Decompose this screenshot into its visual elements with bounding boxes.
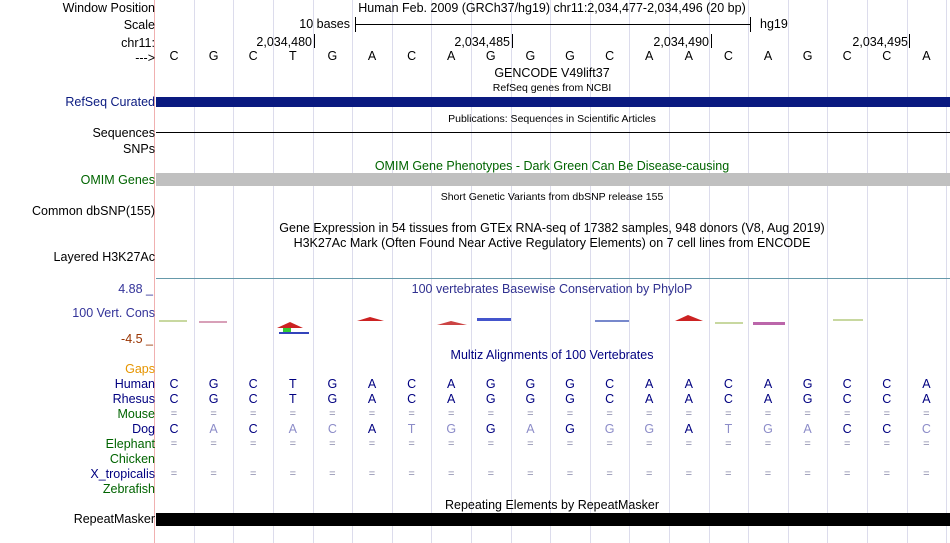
alignment-base: A bbox=[367, 422, 377, 436]
alignment-base: = bbox=[249, 438, 257, 450]
alignment-base: = bbox=[329, 468, 336, 480]
alignment-base: = bbox=[923, 468, 930, 480]
alignment-base: A bbox=[447, 392, 456, 406]
dbsnp-track-title: Short Genetic Variants from dbSNP release 155 bbox=[440, 191, 664, 203]
gtex-track-title: Gene Expression in 54 tissues from GTEx RNA-seq of 17382 samples, 948 donors (V8, Aug 2019) bbox=[279, 221, 825, 235]
phylop-top-line bbox=[156, 278, 950, 279]
coord-label-4: 2,034,495 bbox=[852, 35, 908, 49]
alignment-base: = bbox=[883, 438, 891, 450]
layered-h3k27ac-label[interactable]: Layered H3K27Ac bbox=[53, 250, 155, 264]
reference-base: A bbox=[684, 49, 693, 63]
alignment-base: A bbox=[803, 422, 812, 436]
alignment-base: G bbox=[485, 422, 496, 436]
alignment-base: = bbox=[843, 408, 851, 420]
reference-base: A bbox=[447, 49, 456, 63]
reference-base: T bbox=[288, 49, 297, 63]
coord-tick-1 bbox=[314, 34, 315, 48]
reference-base: G bbox=[208, 49, 219, 63]
refseq-track-subtitle: RefSeq genes from NCBI bbox=[492, 82, 612, 94]
alignment-base: = bbox=[606, 468, 613, 480]
alignment-base: = bbox=[249, 468, 257, 480]
alignment-base: C bbox=[842, 422, 852, 436]
alignment-base: = bbox=[408, 438, 415, 450]
alignment-base: G bbox=[525, 392, 536, 406]
grid-line bbox=[827, 0, 828, 543]
alignment-base: = bbox=[645, 468, 653, 480]
alignment-base: = bbox=[210, 408, 217, 420]
reference-base: G bbox=[525, 49, 536, 63]
phylop-track-title: 100 vertebrates Basewise Conservation by PhyloP bbox=[411, 282, 693, 296]
phylop-mark bbox=[283, 328, 291, 332]
vert-cons-label[interactable]: 100 Vert. Cons bbox=[72, 306, 155, 320]
reference-base: C bbox=[248, 49, 258, 63]
coord-label-3: 2,034,490 bbox=[653, 35, 709, 49]
alignment-base: C bbox=[921, 422, 931, 436]
species-label-elephant[interactable]: Elephant bbox=[105, 437, 155, 451]
alignment-base: C bbox=[882, 422, 892, 436]
grid-line bbox=[194, 0, 195, 543]
alignment-base: C bbox=[407, 392, 417, 406]
alignment-base: A bbox=[367, 392, 377, 406]
species-label-human[interactable]: Human bbox=[114, 377, 155, 391]
alignment-base: A bbox=[684, 377, 693, 391]
alignment-base: C bbox=[248, 422, 258, 436]
alignment-base: A bbox=[645, 377, 654, 391]
alignment-base: = bbox=[606, 438, 613, 450]
snps-label[interactable]: SNPs bbox=[123, 142, 155, 156]
phylop-mark bbox=[199, 321, 227, 323]
alignment-base: C bbox=[248, 392, 258, 406]
alignment-base: A bbox=[447, 377, 456, 391]
repeatmasker-label[interactable]: RepeatMasker bbox=[73, 512, 155, 526]
grid-line bbox=[669, 0, 670, 543]
alignment-base: = bbox=[527, 408, 534, 420]
alignment-base: G bbox=[802, 377, 813, 391]
alignment-base: A bbox=[922, 377, 931, 391]
alignment-base: = bbox=[487, 468, 495, 480]
coord-tick-2 bbox=[512, 34, 513, 48]
scale-bar bbox=[355, 24, 751, 25]
alignment-base: = bbox=[527, 468, 534, 480]
alignment-base: G bbox=[565, 377, 575, 391]
alignment-base: G bbox=[446, 422, 457, 436]
alignment-base: C bbox=[605, 377, 615, 391]
alignment-base: = bbox=[883, 408, 891, 420]
alignment-base: G bbox=[802, 392, 813, 406]
alignment-base: = bbox=[329, 438, 336, 450]
alignment-base: T bbox=[288, 392, 297, 406]
sequences-label[interactable]: Sequences bbox=[92, 126, 155, 140]
alignment-base: A bbox=[209, 422, 218, 436]
coord-label-2: 2,034,485 bbox=[454, 35, 510, 49]
phylop-mark bbox=[279, 332, 309, 334]
alignment-base: = bbox=[725, 438, 732, 450]
alignment-base: C bbox=[723, 392, 733, 406]
alignment-base: = bbox=[527, 438, 534, 450]
chrom-label: chr11: bbox=[121, 36, 155, 50]
reference-base: C bbox=[842, 49, 852, 63]
coord-tick-4 bbox=[909, 34, 910, 48]
coord-tick-3 bbox=[711, 34, 712, 48]
alignment-base: G bbox=[565, 422, 575, 436]
alignment-base: = bbox=[566, 408, 574, 420]
alignment-base: = bbox=[843, 438, 851, 450]
grid-line bbox=[629, 0, 630, 543]
alignment-base: = bbox=[566, 438, 574, 450]
grid-line bbox=[431, 0, 432, 543]
phylop-mark bbox=[595, 320, 629, 322]
scale-bases-text: 10 bases bbox=[299, 17, 350, 31]
alignment-base: = bbox=[843, 468, 851, 480]
alignment-base: = bbox=[725, 408, 732, 420]
alignment-base: = bbox=[368, 468, 376, 480]
alignment-base: G bbox=[763, 422, 773, 436]
alignment-base: = bbox=[487, 408, 495, 420]
alignment-base: = bbox=[170, 468, 178, 480]
alignment-base: A bbox=[763, 392, 773, 406]
refseq-gene-bar[interactable] bbox=[156, 97, 950, 107]
scale-label: Scale bbox=[123, 18, 155, 32]
alignment-base: = bbox=[883, 468, 891, 480]
reference-base: G bbox=[802, 49, 813, 63]
alignment-base: C bbox=[169, 392, 179, 406]
reference-base: G bbox=[485, 49, 496, 63]
phylop-mark bbox=[753, 322, 785, 325]
alignment-base: T bbox=[288, 377, 297, 391]
species-label-chicken[interactable]: Chicken bbox=[109, 452, 155, 466]
alignment-base: = bbox=[764, 408, 772, 420]
phylop-min-label: -4.5 _ bbox=[121, 332, 153, 346]
reference-base: A bbox=[763, 49, 773, 63]
grid-line bbox=[867, 0, 868, 543]
alignment-base: = bbox=[764, 468, 772, 480]
alignment-base: C bbox=[407, 377, 417, 391]
strand-label: ---> bbox=[135, 51, 155, 65]
grid-line bbox=[907, 0, 908, 543]
alignment-base: = bbox=[725, 468, 732, 480]
alignment-base: = bbox=[923, 408, 930, 420]
grid-line bbox=[471, 0, 472, 543]
alignment-base: C bbox=[723, 377, 733, 391]
phylop-mark bbox=[833, 319, 863, 321]
alignment-base: A bbox=[288, 422, 297, 436]
phylop-mark bbox=[437, 321, 467, 325]
grid-line bbox=[273, 0, 274, 543]
alignment-base: T bbox=[407, 422, 416, 436]
grid-line bbox=[392, 0, 393, 543]
alignment-base: = bbox=[606, 408, 613, 420]
reference-base: A bbox=[645, 49, 654, 63]
alignment-base: = bbox=[685, 468, 693, 480]
window-position-label: Window Position bbox=[62, 1, 155, 15]
alignment-base: C bbox=[327, 422, 337, 436]
alignment-base: G bbox=[208, 377, 219, 391]
alignment-base: A bbox=[763, 377, 773, 391]
alignment-base: = bbox=[447, 438, 455, 450]
alignment-base: = bbox=[685, 408, 693, 420]
alignment-base: = bbox=[566, 468, 574, 480]
species-label-x_tropicalis[interactable]: X_tropicalis bbox=[90, 467, 155, 481]
alignment-base: G bbox=[485, 392, 496, 406]
phylop-mark bbox=[477, 318, 511, 321]
alignment-base: A bbox=[922, 392, 931, 406]
scale-bar-right-tick bbox=[750, 17, 751, 32]
scale-bar-left-tick bbox=[355, 17, 356, 32]
grid-line bbox=[313, 0, 314, 543]
alignment-base: = bbox=[170, 408, 178, 420]
alignment-base: G bbox=[644, 422, 655, 436]
alignment-base: = bbox=[329, 408, 336, 420]
alignment-base: A bbox=[526, 422, 535, 436]
species-label-mouse[interactable]: Mouse bbox=[117, 407, 155, 421]
repeatmasker-track-title: Repeating Elements by RepeatMasker bbox=[444, 498, 660, 512]
alignment-base: = bbox=[923, 438, 930, 450]
alignment-base: C bbox=[842, 377, 852, 391]
alignment-base: G bbox=[565, 392, 575, 406]
alignment-base: = bbox=[368, 408, 376, 420]
alignment-base: = bbox=[645, 438, 653, 450]
alignment-base: C bbox=[842, 392, 852, 406]
omim-genes-label[interactable]: OMIM Genes bbox=[80, 173, 155, 187]
phylop-mark bbox=[675, 315, 703, 321]
gaps-label[interactable]: Gaps bbox=[125, 362, 155, 376]
alignment-base: = bbox=[447, 468, 455, 480]
alignment-base: = bbox=[289, 408, 297, 420]
phylop-mark bbox=[357, 317, 384, 321]
phylop-mark bbox=[159, 320, 187, 322]
alignment-base: C bbox=[169, 377, 179, 391]
reference-base: C bbox=[169, 49, 179, 63]
reference-base: C bbox=[882, 49, 892, 63]
alignment-base: G bbox=[525, 377, 536, 391]
reference-base: G bbox=[565, 49, 575, 63]
alignment-base: = bbox=[408, 408, 415, 420]
alignment-base: G bbox=[485, 377, 496, 391]
phylop-max-label: 4.88 _ bbox=[118, 282, 153, 296]
alignment-base: = bbox=[210, 468, 217, 480]
alignment-base: = bbox=[487, 438, 495, 450]
coord-label-1: 2,034,480 bbox=[256, 35, 312, 49]
alignment-base: T bbox=[724, 422, 733, 436]
grid-line bbox=[748, 0, 749, 543]
alignment-base: A bbox=[684, 422, 693, 436]
alignment-base: C bbox=[882, 377, 892, 391]
species-label-rhesus[interactable]: Rhesus bbox=[112, 392, 155, 406]
alignment-base: = bbox=[368, 438, 376, 450]
alignment-base: G bbox=[327, 392, 338, 406]
reference-base: C bbox=[605, 49, 615, 63]
common-dbsnp-label[interactable]: Common dbSNP(155) bbox=[32, 204, 155, 218]
scale-assembly-text: hg19 bbox=[760, 17, 788, 31]
alignment-base: A bbox=[684, 392, 693, 406]
alignment-base: = bbox=[210, 438, 217, 450]
alignment-base: = bbox=[804, 408, 811, 420]
alignment-base: = bbox=[289, 468, 297, 480]
alignment-base: = bbox=[249, 408, 257, 420]
gencode-track-title: GENCODE V49lift37 bbox=[494, 66, 610, 80]
grid-line bbox=[233, 0, 234, 543]
alignment-base: A bbox=[645, 392, 654, 406]
sequences-line bbox=[156, 132, 950, 133]
refseq-curated-label[interactable]: RefSeq Curated bbox=[65, 95, 155, 109]
alignment-base: C bbox=[882, 392, 892, 406]
reference-base: A bbox=[367, 49, 377, 63]
grid-line bbox=[946, 0, 947, 543]
alignment-base: C bbox=[169, 422, 179, 436]
grid-line bbox=[709, 0, 710, 543]
alignment-base: = bbox=[764, 438, 772, 450]
phylop-mark bbox=[715, 322, 743, 324]
repeatmasker-bar[interactable] bbox=[156, 513, 950, 526]
alignment-base: = bbox=[804, 438, 811, 450]
alignment-base: C bbox=[248, 377, 258, 391]
h3k27ac-track-title: H3K27Ac Mark (Often Found Near Active Regulatory Elements) on 7 cell lines from ENCODE bbox=[293, 236, 811, 250]
alignment-base: = bbox=[170, 438, 178, 450]
species-label-zebrafish[interactable]: Zebrafish bbox=[102, 482, 155, 496]
alignment-base: G bbox=[208, 392, 219, 406]
reference-base: C bbox=[407, 49, 417, 63]
alignment-base: = bbox=[804, 468, 811, 480]
grid-line bbox=[352, 0, 353, 543]
window-position-value: Human Feb. 2009 (GRCh37/hg19) chr11:2,034,477-2,034,496 (20 bp) bbox=[358, 1, 746, 15]
alignment-base: = bbox=[447, 408, 455, 420]
omim-track-title: OMIM Gene Phenotypes - Dark Green Can Be Disease-causing bbox=[374, 159, 730, 173]
publications-track-title: Publications: Sequences in Scientific Articles bbox=[448, 113, 656, 125]
phylop-conservation-graph[interactable] bbox=[155, 305, 950, 340]
phylop-mark bbox=[277, 322, 303, 328]
alignment-base: G bbox=[604, 422, 615, 436]
alignment-base: = bbox=[645, 408, 653, 420]
alignment-base: = bbox=[408, 468, 415, 480]
alignment-base: A bbox=[367, 377, 377, 391]
reference-base: G bbox=[327, 49, 338, 63]
reference-base: C bbox=[723, 49, 733, 63]
alignment-base: = bbox=[685, 438, 693, 450]
alignment-base: G bbox=[327, 377, 338, 391]
omim-gene-bar[interactable] bbox=[156, 173, 950, 186]
species-label-dog[interactable]: Dog bbox=[132, 422, 155, 436]
multiz-track-title: Multiz Alignments of 100 Vertebrates bbox=[450, 348, 654, 362]
reference-base: A bbox=[922, 49, 931, 63]
alignment-base: = bbox=[289, 438, 297, 450]
grid-line bbox=[788, 0, 789, 543]
alignment-base: C bbox=[605, 392, 615, 406]
